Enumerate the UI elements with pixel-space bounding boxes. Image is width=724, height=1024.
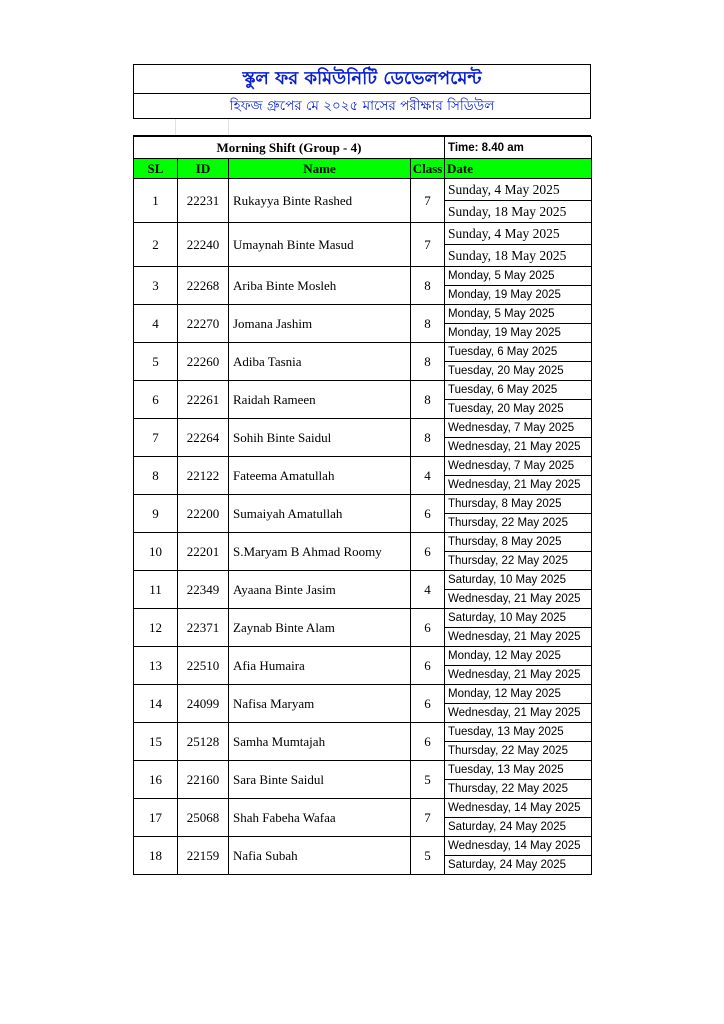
serial-cell: 8 <box>134 457 178 495</box>
name-cell: Umaynah Binte Masud <box>229 223 411 267</box>
table-row <box>134 179 592 201</box>
id-cell: 22201 <box>178 533 229 571</box>
school-name-title: স্কুল ফর কমিউনিটি ডেভেলপমেন্ট <box>134 65 590 94</box>
name-cell: Zaynab Binte Alam <box>229 609 411 647</box>
serial-cell: 13 <box>134 647 178 685</box>
name-cell: Raidah Rameen <box>229 381 411 419</box>
serial-cell: 6 <box>134 381 178 419</box>
name-cell: Adiba Tasnia <box>229 343 411 381</box>
column-header-id: ID <box>178 159 229 179</box>
id-cell: 22349 <box>178 571 229 609</box>
date-cell: Wednesday, 7 May 2025 <box>445 457 592 476</box>
date-cell: Monday, 5 May 2025 <box>445 267 592 286</box>
date-cell: Saturday, 24 May 2025 <box>445 856 592 875</box>
schedule-table <box>133 136 592 875</box>
table-row <box>134 647 592 666</box>
name-cell: S.Maryam B Ahmad Roomy <box>229 533 411 571</box>
class-cell: 6 <box>411 685 445 723</box>
date-cell: Tuesday, 6 May 2025 <box>445 343 592 362</box>
date-cell: Monday, 5 May 2025 <box>445 305 592 324</box>
table-row <box>134 495 592 514</box>
date-cell: Sunday, 4 May 2025 <box>445 223 592 245</box>
name-cell: Jomana Jashim <box>229 305 411 343</box>
table-row <box>134 761 592 780</box>
name-cell: Sohih Binte Saidul <box>229 419 411 457</box>
date-cell: Tuesday, 20 May 2025 <box>445 400 592 419</box>
serial-cell: 4 <box>134 305 178 343</box>
serial-cell: 5 <box>134 343 178 381</box>
table-row <box>134 799 592 818</box>
date-cell: Sunday, 18 May 2025 <box>445 201 592 223</box>
serial-cell: 10 <box>134 533 178 571</box>
class-cell: 8 <box>411 343 445 381</box>
id-cell: 24099 <box>178 685 229 723</box>
date-cell: Thursday, 22 May 2025 <box>445 780 592 799</box>
class-cell: 6 <box>411 647 445 685</box>
serial-cell: 16 <box>134 761 178 799</box>
id-cell: 22122 <box>178 457 229 495</box>
date-cell: Thursday, 22 May 2025 <box>445 742 592 761</box>
date-cell: Tuesday, 20 May 2025 <box>445 362 592 381</box>
class-cell: 8 <box>411 267 445 305</box>
date-cell: Saturday, 10 May 2025 <box>445 571 592 590</box>
class-cell: 7 <box>411 179 445 223</box>
table-row <box>134 457 592 476</box>
id-cell: 22231 <box>178 179 229 223</box>
serial-cell: 3 <box>134 267 178 305</box>
date-cell: Monday, 12 May 2025 <box>445 647 592 666</box>
date-cell: Thursday, 22 May 2025 <box>445 552 592 571</box>
date-cell: Wednesday, 14 May 2025 <box>445 799 592 818</box>
id-cell: 22240 <box>178 223 229 267</box>
table-row <box>134 343 592 362</box>
class-cell: 8 <box>411 381 445 419</box>
date-cell: Wednesday, 21 May 2025 <box>445 590 592 609</box>
date-cell: Thursday, 22 May 2025 <box>445 514 592 533</box>
column-header-sl: SL <box>134 159 178 179</box>
class-cell: 4 <box>411 457 445 495</box>
table-row <box>134 267 592 286</box>
column-header-name: Name <box>229 159 411 179</box>
class-cell: 6 <box>411 495 445 533</box>
serial-cell: 17 <box>134 799 178 837</box>
shift-label: Morning Shift (Group - 4) <box>134 137 445 159</box>
date-cell: Saturday, 10 May 2025 <box>445 609 592 628</box>
class-cell: 6 <box>411 723 445 761</box>
table-row <box>134 305 592 324</box>
shift-row <box>134 137 592 159</box>
class-cell: 6 <box>411 533 445 571</box>
date-cell: Monday, 12 May 2025 <box>445 685 592 704</box>
class-cell: 7 <box>411 223 445 267</box>
name-cell: Sumaiyah Amatullah <box>229 495 411 533</box>
serial-cell: 11 <box>134 571 178 609</box>
serial-cell: 1 <box>134 179 178 223</box>
serial-cell: 2 <box>134 223 178 267</box>
title-box <box>133 64 591 119</box>
table-row <box>134 533 592 552</box>
date-cell: Wednesday, 21 May 2025 <box>445 628 592 647</box>
date-cell: Saturday, 24 May 2025 <box>445 818 592 837</box>
schedule-sheet <box>133 64 591 875</box>
class-cell: 8 <box>411 305 445 343</box>
date-cell: Monday, 19 May 2025 <box>445 286 592 305</box>
date-cell: Thursday, 8 May 2025 <box>445 495 592 514</box>
name-cell: Sara Binte Saidul <box>229 761 411 799</box>
table-row <box>134 419 592 438</box>
name-cell: Samha Mumtajah <box>229 723 411 761</box>
table-row <box>134 223 592 245</box>
date-cell: Wednesday, 7 May 2025 <box>445 419 592 438</box>
name-cell: Afia Humaira <box>229 647 411 685</box>
table-row <box>134 571 592 590</box>
class-cell: 4 <box>411 571 445 609</box>
table-header-row <box>134 159 592 179</box>
class-cell: 5 <box>411 761 445 799</box>
id-cell: 25128 <box>178 723 229 761</box>
class-cell: 5 <box>411 837 445 875</box>
id-cell: 22268 <box>178 267 229 305</box>
date-cell: Thursday, 8 May 2025 <box>445 533 592 552</box>
name-cell: Ariba Binte Mosleh <box>229 267 411 305</box>
table-row <box>134 723 592 742</box>
id-cell: 22160 <box>178 761 229 799</box>
id-cell: 22264 <box>178 419 229 457</box>
table-row <box>134 609 592 628</box>
name-cell: Fateema Amatullah <box>229 457 411 495</box>
date-cell: Wednesday, 21 May 2025 <box>445 438 592 457</box>
name-cell: Ayaana Binte Jasim <box>229 571 411 609</box>
date-cell: Wednesday, 21 May 2025 <box>445 704 592 723</box>
date-cell: Monday, 19 May 2025 <box>445 324 592 343</box>
serial-cell: 12 <box>134 609 178 647</box>
serial-cell: 18 <box>134 837 178 875</box>
id-cell: 22270 <box>178 305 229 343</box>
id-cell: 22510 <box>178 647 229 685</box>
serial-cell: 9 <box>134 495 178 533</box>
date-cell: Wednesday, 21 May 2025 <box>445 666 592 685</box>
class-cell: 8 <box>411 419 445 457</box>
column-header-date: Date <box>445 159 592 179</box>
id-cell: 25068 <box>178 799 229 837</box>
table-row <box>134 837 592 856</box>
name-cell: Nafia Subah <box>229 837 411 875</box>
class-cell: 6 <box>411 609 445 647</box>
name-cell: Rukayya Binte Rashed <box>229 179 411 223</box>
date-cell: Wednesday, 14 May 2025 <box>445 837 592 856</box>
date-cell: Wednesday, 21 May 2025 <box>445 476 592 495</box>
date-cell: Sunday, 4 May 2025 <box>445 179 592 201</box>
serial-cell: 7 <box>134 419 178 457</box>
id-cell: 22159 <box>178 837 229 875</box>
date-cell: Tuesday, 13 May 2025 <box>445 761 592 780</box>
id-cell: 22371 <box>178 609 229 647</box>
date-cell: Tuesday, 13 May 2025 <box>445 723 592 742</box>
table-row <box>134 685 592 704</box>
schedule-subtitle: হিফজ গ্রুপের মে ২০২৫ মাসের পরীক্ষার সিডিউল <box>229 98 495 114</box>
name-cell: Shah Fabeha Wafaa <box>229 799 411 837</box>
id-cell: 22200 <box>178 495 229 533</box>
date-cell: Sunday, 18 May 2025 <box>445 245 592 267</box>
table-row <box>134 381 592 400</box>
serial-cell: 15 <box>134 723 178 761</box>
id-cell: 22260 <box>178 343 229 381</box>
serial-cell: 14 <box>134 685 178 723</box>
id-cell: 22261 <box>178 381 229 419</box>
shift-time: Time: 8.40 am <box>445 137 592 159</box>
class-cell: 7 <box>411 799 445 837</box>
spacer-row <box>133 119 591 136</box>
date-cell: Tuesday, 6 May 2025 <box>445 381 592 400</box>
column-header-class: Class <box>411 159 445 179</box>
name-cell: Nafisa Maryam <box>229 685 411 723</box>
